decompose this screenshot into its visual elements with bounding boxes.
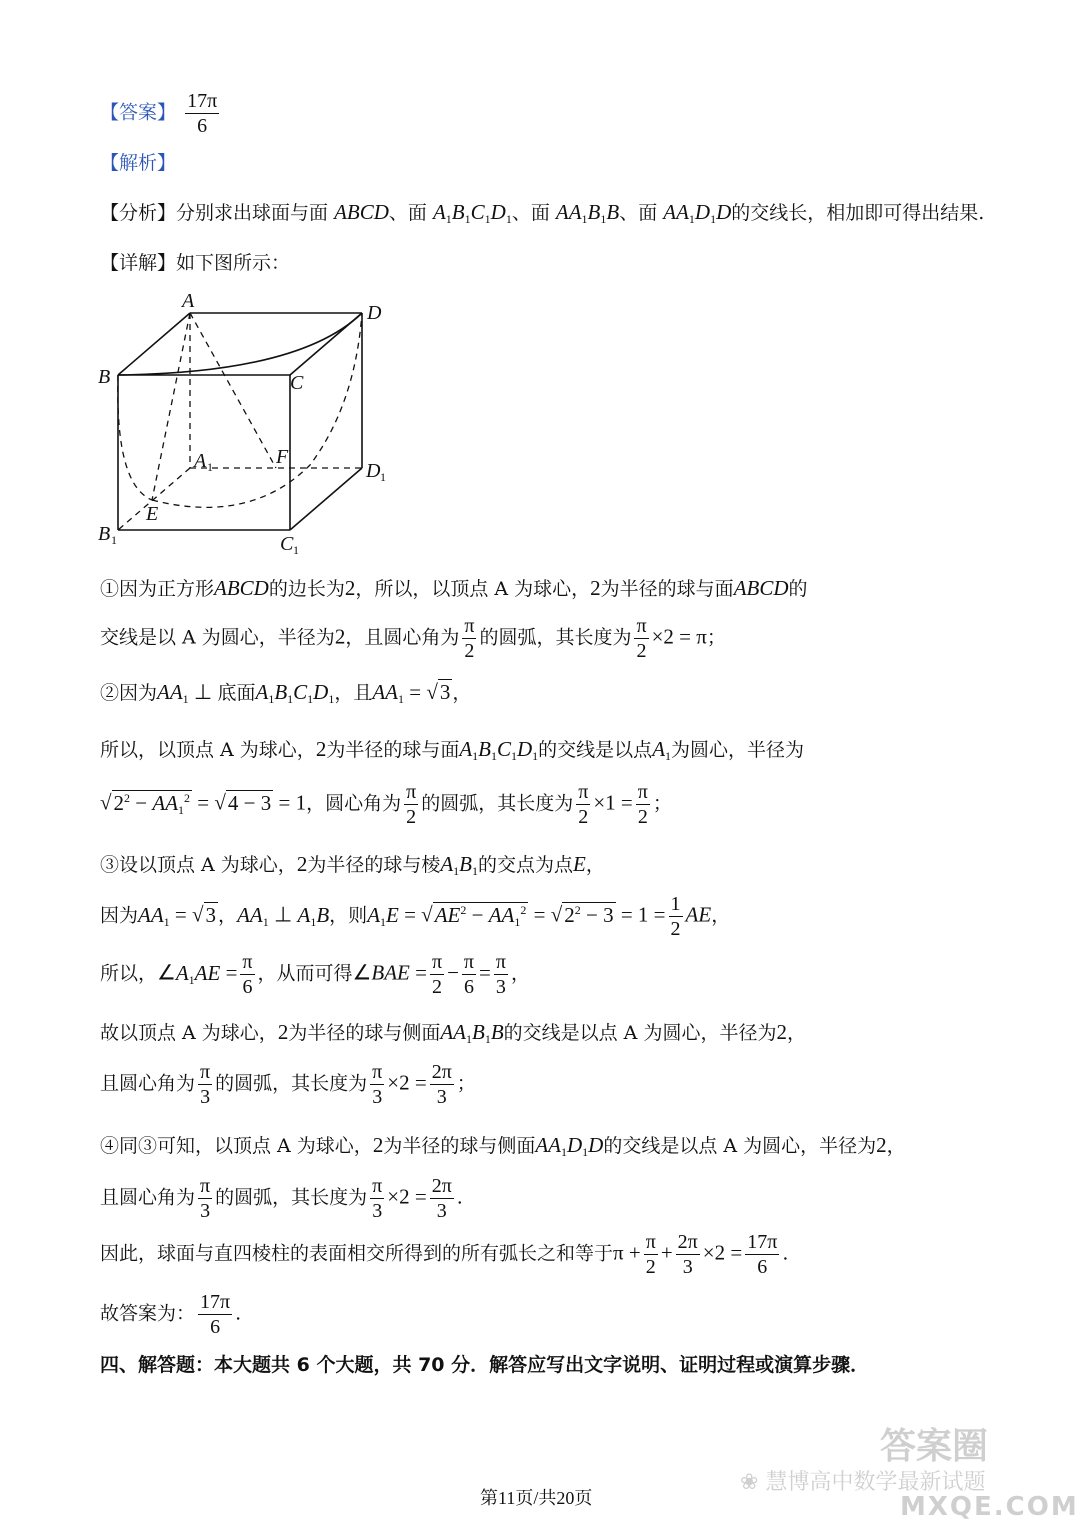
step2-line3: $√2^2 - AA_1^2 = √4 - 3 = 1$，圆心角为 $\frac{\pi}{2}$ 的圆弧，其长度为 $\frac{\pi}{2}$ ×1 = $\frac{\pi}{2}$ ； [100, 781, 672, 828]
logo-watermark: 答案圈 [880, 1426, 989, 1467]
step3-line4: 故以顶点 A 为球心，2为半径的球与侧面$AA_1B_1B$的交线是以点 A 为圆心，半径为2， [100, 1020, 806, 1046]
face-aa1b1b: $AA_1B_1B$ [555, 200, 620, 226]
answer-fraction: $\frac{17\pi}{6}$ [187, 90, 218, 137]
page-footer: 第11页/共20页 [480, 1488, 593, 1508]
step4-line1: ④同③可知，以顶点 A 为球心，2为半径的球与侧面$AA_1D_1D$的交线是以点 A 为圆心，半径为2， [100, 1133, 906, 1159]
xiangjie-line: 【详解】如下图所示： [100, 252, 291, 274]
wechat-watermark: ❀ 慧博高中数学最新试题 [740, 1470, 986, 1495]
step1-line1: ①因为正方形ABCD的边长为2，所以，以顶点 A 为球心，2为半径的球与面ABCD的 [100, 576, 808, 600]
label-B: B [98, 366, 111, 388]
face-aa1d1d: $AA_1D_1D$ [663, 200, 732, 226]
analysis-tag: 【解析】 [100, 152, 177, 174]
label-A1-sub: 1 [207, 460, 213, 474]
answer-tag: 【答案】 [100, 101, 177, 124]
label-D1-sub: 1 [380, 470, 386, 484]
step1-line2: 交线是以 A 为圆心，半径为2，且圆心角为 $\frac{\pi}{2}$ 的圆弧，其长度为 $\frac{\pi}{2}$ ×2 = π； [100, 615, 726, 662]
wechat-icon: ❀ [740, 1470, 759, 1495]
face-abcd: ABCD [334, 200, 389, 224]
label-B1: B [98, 523, 111, 545]
label-A1: A [194, 450, 207, 472]
step3-line3: 所以，$\angle A_1AE$ = $\frac{\pi}{6}$ ，从而可得∠BAE = $\frac{\pi}{2}$ − $\frac{\pi}{6}$ = $\frac{\pi}{3}$ ， [100, 951, 530, 998]
prism-figure [90, 285, 410, 560]
label-C1: C [280, 533, 294, 555]
label-F: F [276, 446, 289, 468]
label-C1-sub: 1 [293, 543, 299, 557]
step2-line2: 所以，以顶点 A 为球心，2为半径的球与面$A_1B_1C_1D_1$的交线是以点$A_1$为圆心，半径为 [100, 737, 805, 763]
step3-line5: 且圆心角为 $\frac{\pi}{3}$ 的圆弧，其长度为 $\frac{\pi}{3}$ ×2 = $\frac{2\pi}{3}$ ； [100, 1061, 476, 1108]
site-watermark: MXQE.COM [900, 1492, 1079, 1522]
label-D1: D [366, 460, 381, 482]
step3-line2: 因为$AA_1 = √3$ ，$AA_1$ ⊥ $A_1B$，则$A_1E = √AE^2 - AA_1^2 = √2^2 - 3 = 1$ = $\frac{1}{2}$ AE， [100, 893, 731, 940]
label-E: E [146, 503, 159, 525]
label-D: D [367, 302, 382, 324]
summary-line: 因此，球面与直四棱柱的表面相交所得到的所有弧长之和等于π + $\frac{\pi}{2}$ + $\frac{2\pi}{3}$ ×2 = $\frac{17\pi}{6}$ . [100, 1231, 789, 1278]
fenxi-line: 【分析】分别求出球面与面 ABCD、面 $A_1B_1C_1D_1$、面 $AA_1B_1B$、面 $AA_1D_1D$的交线长，相加即可得出结果. [100, 200, 985, 226]
label-C: C [290, 372, 304, 394]
step3-line1: ③设以顶点 A 为球心，2为半径的球与棱$A_1B_1$的交点为点E， [100, 852, 605, 878]
step4-line2: 且圆心角为 $\frac{\pi}{3}$ 的圆弧，其长度为 $\frac{\pi}{3}$ ×2 = $\frac{2\pi}{3}$ . [100, 1175, 463, 1222]
answer-line [100, 89, 222, 138]
final-answer-line: 故答案为： $\frac{17\pi}{6}$ . [100, 1291, 242, 1338]
face-a1b1c1d1: $A_1B_1C_1D_1$ [432, 200, 512, 226]
section-heading: 四、解答题：本大题共 6 个大题，共 70 分．解答应写出文字说明、证明过程或演算步骤． [100, 1354, 870, 1376]
step2-line1: ②因为$AA_1$ ⊥ 底面$A_1B_1C_1D_1$，且$AA_1 = √3$ ， [100, 680, 472, 706]
label-B1-sub: 1 [111, 533, 117, 547]
label-A: A [182, 290, 195, 312]
